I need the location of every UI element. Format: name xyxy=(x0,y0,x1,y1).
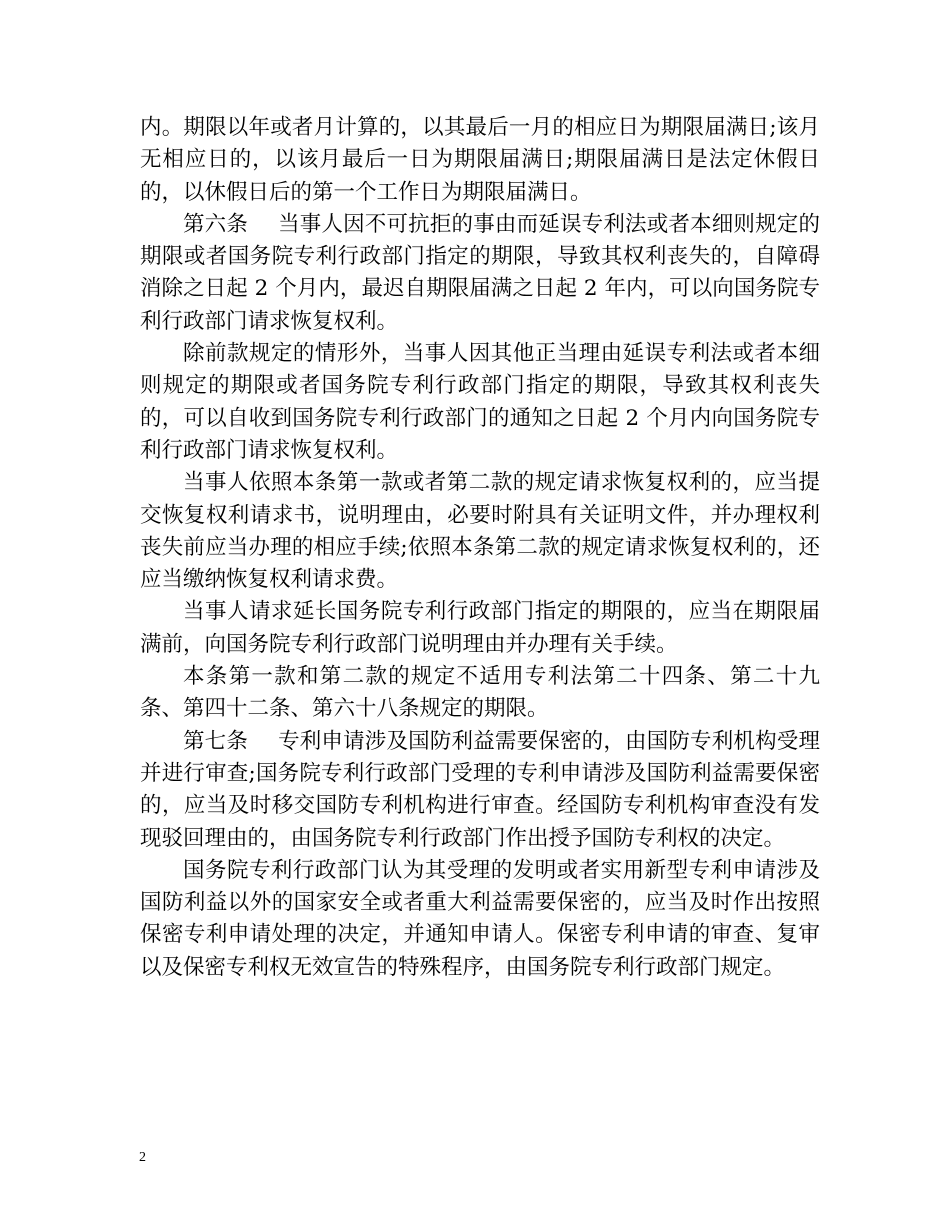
paragraph-text: 当事人依照本条第一款或者第二款的规定请求恢复权利的，应当提交恢复权利请求书，说明理由，必要时附具有关证明文件，并办理权利丧失前应当办理的相应手续;依照本条第二款的规定请求恢复权利的，还应当缴纳恢复权利请求费。 xyxy=(140,470,820,593)
paragraph-text: 当事人请求延长国务院专利行政部门指定的期限的，应当在期限届满前，向国务院专利行政部门说明理由并办理有关手续。 xyxy=(140,599,820,657)
article-6-paragraph-3 xyxy=(140,467,820,596)
paragraph-text: 国务院专利行政部门认为其受理的发明或者实用新型专利申请涉及国防利益以外的国家安全或者重大利益需要保密的，应当及时作出按照保密专利申请处理的决定，并通知申请人。保密专利申请的审查、复审以及保密专利权无效宣告的特殊程序，由国务院专利行政部门规定。 xyxy=(140,857,820,980)
article-6-paragraph-1 xyxy=(140,209,820,338)
paragraph-text: 内。期限以年或者月计算的，以其最后一月的相应日为期限届满日;该月无相应日的，以该月最后一日为期限届满日;期限届满日是法定休假日的，以休假日后的第一个工作日为期限届满日。 xyxy=(140,115,820,205)
paragraph-text: 当事人因不可抗拒的事由而延误专利法或者本细则规定的期限或者国务院专利行政部门指定的期限，导致其权利丧失的，自障碍消除之日起 2 个月内，最迟自期限届满之日起 2 年内，可以向国务院专利行政部门请求恢复权利。 xyxy=(140,211,820,334)
paragraph-continuation xyxy=(140,112,820,209)
paragraph-text: 本条第一款和第二款的规定不适用专利法第二十四条、第二十九条、第四十二条、第六十八条规定的期限。 xyxy=(140,664,820,722)
article-6-paragraph-5 xyxy=(140,661,820,726)
paragraph-text: 除前款规定的情形外，当事人因其他正当理由延误专利法或者本细则规定的期限或者国务院专利行政部门指定的期限，导致其权利丧失的，可以自收到国务院专利行政部门的通知之日起 2 个月内向国务院专利行政部门请求恢复权利。 xyxy=(140,341,820,463)
article-number: 第七条 xyxy=(183,728,249,754)
article-7-paragraph-1 xyxy=(140,726,820,855)
paragraph-text: 专利申请涉及国防利益需要保密的，由国防专利机构受理并进行审查;国务院专利行政部门受理的专利申请涉及国防利益需要保密的，应当及时移交国防专利机构进行审查。经国防专利机构审查没有发现驳回理由的，由国务院专利行政部门作出授予国防专利权的决定。 xyxy=(140,728,820,851)
article-7-paragraph-2 xyxy=(140,855,820,984)
article-6-paragraph-4 xyxy=(140,596,820,661)
article-number: 第六条 xyxy=(183,211,249,237)
page-number: 2 xyxy=(139,1150,146,1165)
document-body xyxy=(140,112,820,984)
article-6-paragraph-2 xyxy=(140,338,820,467)
